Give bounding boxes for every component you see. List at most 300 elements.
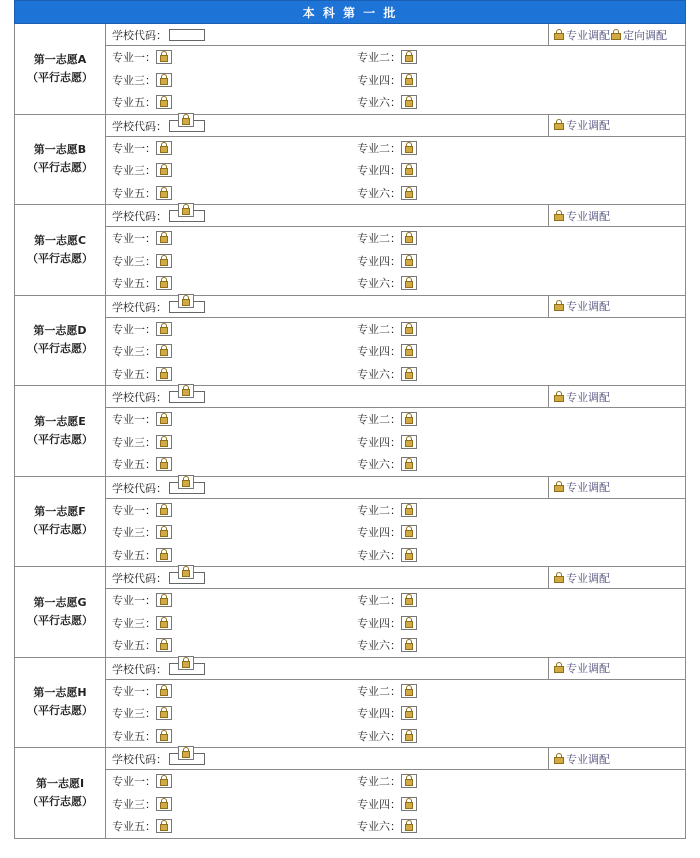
group-content (106, 24, 685, 114)
school-code-label: 学校代码： (112, 210, 167, 223)
major-field (357, 705, 417, 721)
group-title: 第一志愿I (35, 776, 85, 790)
major-row (106, 408, 685, 431)
group-subtitle: （平行志愿） (27, 161, 93, 175)
major-input[interactable] (156, 706, 172, 720)
group-content (106, 296, 685, 386)
major-field (112, 321, 172, 337)
major-row (106, 702, 685, 725)
school-code-input[interactable] (169, 210, 205, 222)
major-input[interactable] (401, 276, 417, 290)
major-row (106, 544, 685, 567)
adjust-options (548, 567, 610, 588)
major-label: 专业一： (112, 322, 156, 336)
major-label: 专业六： (357, 367, 401, 381)
major-label: 专业五： (112, 458, 156, 472)
group-label (15, 296, 106, 386)
major-adjust-option[interactable] (553, 208, 610, 224)
major-field (112, 796, 172, 812)
major-input[interactable] (156, 322, 172, 336)
major-label: 专业一： (112, 684, 156, 698)
major-input[interactable] (156, 593, 172, 607)
lock-icon (553, 391, 565, 403)
major-field (112, 615, 172, 631)
school-code-input[interactable] (169, 663, 205, 675)
major-label: 专业六： (357, 548, 401, 562)
major-label: 专业二： (357, 503, 401, 517)
major-field (357, 321, 417, 337)
school-code-row (106, 748, 685, 770)
major-row (106, 793, 685, 816)
school-code-input[interactable] (169, 572, 205, 584)
major-input[interactable] (401, 141, 417, 155)
major-input[interactable] (156, 231, 172, 245)
major-input[interactable] (401, 797, 417, 811)
volunteer-group (14, 386, 686, 477)
major-label: 专业四： (357, 73, 401, 87)
school-code-label: 学校代码： (112, 119, 167, 133)
group-title: 第一志愿H (33, 686, 87, 700)
major-label: 专业五： (112, 186, 156, 200)
major-field (357, 72, 417, 88)
major-input[interactable] (401, 819, 417, 833)
major-row (106, 725, 685, 748)
school-code-row (106, 658, 685, 680)
lock-icon (553, 662, 565, 674)
school-code-input[interactable] (169, 391, 205, 403)
lock-icon (178, 565, 194, 579)
group-title: 第一志愿G (33, 595, 87, 609)
volunteer-form (14, 0, 686, 839)
major-input[interactable] (156, 503, 172, 517)
major-label: 专业三： (112, 254, 156, 268)
major-adjust-option[interactable] (553, 27, 610, 43)
school-code-input[interactable] (169, 753, 205, 765)
major-row (106, 634, 685, 657)
major-field (112, 705, 172, 721)
major-label: 专业四： (357, 345, 401, 359)
major-input[interactable] (401, 706, 417, 720)
major-input[interactable] (156, 548, 172, 562)
major-field (112, 162, 172, 178)
lock-icon (553, 572, 565, 584)
major-field (357, 253, 417, 269)
major-input[interactable] (156, 435, 172, 449)
major-label: 专业六： (357, 820, 401, 834)
major-label: 专业三： (112, 73, 156, 87)
major-label: 专业五： (112, 96, 156, 110)
group-content (106, 658, 685, 748)
major-input[interactable] (401, 367, 417, 381)
major-adjust-option[interactable] (553, 660, 610, 676)
adjust-options (548, 477, 610, 498)
major-input[interactable] (401, 254, 417, 268)
major-adjust-option[interactable] (553, 117, 610, 133)
major-label: 专业一： (112, 503, 156, 517)
major-row (106, 589, 685, 612)
major-field (357, 637, 417, 653)
school-code-input[interactable] (169, 301, 205, 313)
major-label: 专业二： (357, 775, 401, 789)
major-label: 专业一： (112, 775, 156, 789)
volunteer-group (14, 567, 686, 658)
major-row (106, 137, 685, 160)
major-row (106, 340, 685, 363)
group-label (15, 205, 106, 295)
major-field (112, 818, 172, 834)
adjust-options (548, 748, 610, 769)
major-field (357, 615, 417, 631)
major-field (112, 637, 172, 653)
lock-icon (178, 203, 194, 217)
major-field (112, 524, 172, 540)
major-row (106, 612, 685, 635)
major-row (106, 91, 685, 114)
major-label: 专业二： (357, 594, 401, 608)
group-title: 第一志愿F (34, 505, 86, 519)
form-header (14, 0, 686, 24)
major-field (112, 185, 172, 201)
major-field (357, 434, 417, 450)
lock-icon (553, 753, 565, 765)
major-row (106, 182, 685, 205)
school-code-label: 学校代码： (112, 29, 167, 42)
group-content (106, 748, 685, 838)
major-field (112, 592, 172, 608)
major-field (357, 162, 417, 178)
major-row (106, 453, 685, 476)
major-field (112, 275, 172, 291)
school-code-label: 学校代码： (112, 572, 167, 585)
adjust-options (548, 296, 610, 317)
school-code-row (106, 477, 685, 499)
major-input[interactable] (156, 774, 172, 788)
major-adjust-option[interactable] (553, 479, 610, 495)
major-input[interactable] (156, 819, 172, 833)
major-label: 专业六： (357, 639, 401, 653)
major-row (106, 159, 685, 182)
lock-icon (553, 119, 565, 131)
major-label: 专业一： (112, 413, 156, 427)
major-input[interactable] (156, 367, 172, 381)
major-input[interactable] (156, 141, 172, 155)
school-code-label: 学校代码： (112, 391, 167, 404)
major-row (106, 318, 685, 341)
major-adjust-option[interactable] (553, 570, 610, 586)
major-field (112, 253, 172, 269)
major-label: 专业三： (112, 435, 156, 449)
major-input[interactable] (401, 435, 417, 449)
major-label: 专业五： (112, 548, 156, 562)
volunteer-group (14, 205, 686, 296)
major-label: 专业六： (357, 186, 401, 200)
major-input[interactable] (401, 344, 417, 358)
major-field (357, 230, 417, 246)
major-label: 专业三： (112, 797, 156, 811)
major-field (112, 49, 172, 65)
major-label: 专业二： (357, 141, 401, 155)
major-adjust-label: 专业调配 (566, 752, 610, 766)
major-input[interactable] (401, 163, 417, 177)
group-content (106, 477, 685, 567)
major-input[interactable] (156, 729, 172, 743)
major-row (106, 770, 685, 793)
major-field (112, 547, 172, 563)
major-label: 专业一： (112, 141, 156, 155)
group-subtitle: （平行志愿） (27, 251, 93, 265)
major-field (357, 728, 417, 744)
major-input[interactable] (156, 186, 172, 200)
school-code-label: 学校代码： (112, 300, 167, 314)
group-content (106, 567, 685, 657)
group-subtitle: （平行志愿） (27, 613, 93, 627)
major-label: 专业二： (357, 322, 401, 336)
major-row (106, 363, 685, 386)
major-input[interactable] (401, 73, 417, 87)
major-label: 专业三： (112, 616, 156, 630)
major-label: 专业六： (357, 277, 401, 291)
major-field (112, 411, 172, 427)
school-code-input[interactable] (169, 29, 205, 41)
lock-icon (610, 29, 622, 41)
major-input[interactable] (156, 95, 172, 109)
lock-icon (553, 481, 565, 493)
major-label: 专业六： (357, 96, 401, 110)
volunteer-group (14, 748, 686, 839)
major-field (112, 140, 172, 156)
major-input[interactable] (156, 163, 172, 177)
major-label: 专业二： (357, 51, 401, 65)
group-title: 第一志愿A (33, 52, 87, 66)
adjust-options (548, 386, 610, 407)
major-input[interactable] (401, 412, 417, 426)
major-row (106, 431, 685, 454)
major-label: 专业二： (357, 413, 401, 427)
school-code-label: 学校代码： (112, 753, 167, 766)
major-label: 专业一： (112, 594, 156, 608)
adjust-options (548, 24, 667, 45)
major-input[interactable] (401, 503, 417, 517)
major-adjust-option[interactable] (553, 298, 610, 314)
major-row (106, 272, 685, 295)
major-row (106, 499, 685, 522)
group-label (15, 115, 106, 205)
major-label: 专业五： (112, 729, 156, 743)
major-field (112, 434, 172, 450)
major-row (106, 680, 685, 703)
major-label: 专业二： (357, 684, 401, 698)
major-adjust-label: 专业调配 (566, 300, 610, 313)
major-input[interactable] (401, 50, 417, 64)
group-content (106, 386, 685, 476)
group-subtitle: （平行志愿） (27, 523, 93, 537)
group-label (15, 24, 106, 114)
header-title: 本 科 第 一 批 (302, 6, 398, 20)
major-field (112, 94, 172, 110)
major-input[interactable] (156, 254, 172, 268)
major-label: 专业三： (112, 345, 156, 359)
lock-icon (178, 475, 194, 489)
major-adjust-label: 专业调配 (566, 209, 610, 223)
major-input[interactable] (156, 684, 172, 698)
major-label: 专业四： (357, 435, 401, 449)
major-input[interactable] (156, 638, 172, 652)
school-code-row (106, 296, 685, 318)
adjust-options (548, 205, 610, 226)
school-code-label: 学校代码： (112, 481, 167, 495)
volunteer-group (14, 658, 686, 749)
major-label: 专业四： (357, 797, 401, 811)
major-field (112, 502, 172, 518)
major-input[interactable] (401, 638, 417, 652)
major-field (357, 49, 417, 65)
school-code-row (106, 115, 685, 137)
group-title: 第一志愿B (33, 143, 87, 157)
major-adjust-label: 专业调配 (566, 390, 610, 404)
major-input[interactable] (401, 616, 417, 630)
directed-adjust-label: 定向调配 (623, 28, 667, 42)
group-subtitle: （平行志愿） (27, 432, 93, 446)
major-field (357, 818, 417, 834)
major-field (357, 547, 417, 563)
lock-icon (178, 384, 194, 398)
major-label: 专业三： (112, 707, 156, 721)
group-title: 第一志愿E (34, 414, 86, 428)
major-row (106, 69, 685, 92)
group-label (15, 748, 106, 838)
major-input[interactable] (156, 616, 172, 630)
major-input[interactable] (156, 525, 172, 539)
major-input[interactable] (156, 276, 172, 290)
group-label (15, 567, 106, 657)
major-label: 专业三： (112, 526, 156, 540)
major-label: 专业一： (112, 232, 156, 246)
major-field (357, 185, 417, 201)
major-row (106, 521, 685, 544)
major-field (357, 796, 417, 812)
school-code-input[interactable] (169, 120, 205, 132)
group-title: 第一志愿D (33, 324, 87, 338)
group-label (15, 658, 106, 748)
major-input[interactable] (401, 525, 417, 539)
major-field (357, 502, 417, 518)
major-field (357, 411, 417, 427)
major-input[interactable] (401, 774, 417, 788)
directed-adjust-option[interactable] (610, 27, 667, 43)
school-code-input[interactable] (169, 482, 205, 494)
group-label (15, 386, 106, 476)
major-input[interactable] (156, 344, 172, 358)
major-field (112, 366, 172, 382)
major-adjust-label: 专业调配 (566, 28, 610, 42)
school-code-label: 学校代码： (112, 662, 167, 676)
group-subtitle: （平行志愿） (27, 794, 93, 808)
major-input[interactable] (401, 729, 417, 743)
major-input[interactable] (401, 95, 417, 109)
group-content (106, 115, 685, 205)
lock-icon (178, 113, 194, 127)
major-label: 专业四： (357, 616, 401, 630)
group-content (106, 205, 685, 295)
major-adjust-option[interactable] (553, 751, 610, 767)
major-row (106, 46, 685, 69)
major-label: 专业六： (357, 729, 401, 743)
major-row (106, 815, 685, 838)
major-field (357, 94, 417, 110)
group-subtitle: （平行志愿） (27, 704, 93, 718)
volunteer-group (14, 296, 686, 387)
major-input[interactable] (401, 231, 417, 245)
group-subtitle: （平行志愿） (27, 70, 93, 84)
major-label: 专业一： (112, 51, 156, 65)
major-field (112, 728, 172, 744)
major-input[interactable] (401, 186, 417, 200)
major-field (357, 524, 417, 540)
major-field (112, 230, 172, 246)
school-code-row (106, 205, 685, 227)
lock-icon (553, 210, 565, 222)
major-label: 专业五： (112, 820, 156, 834)
major-field (357, 140, 417, 156)
adjust-options (548, 115, 610, 136)
major-input[interactable] (156, 412, 172, 426)
major-input[interactable] (156, 73, 172, 87)
school-code-row (106, 24, 685, 46)
major-field (357, 456, 417, 472)
major-row (106, 250, 685, 273)
major-field (112, 773, 172, 789)
major-label: 专业五： (112, 367, 156, 381)
major-input[interactable] (401, 322, 417, 336)
adjust-options (548, 658, 610, 679)
major-field (357, 366, 417, 382)
major-adjust-label: 专业调配 (566, 481, 610, 494)
lock-icon (178, 746, 194, 760)
major-label: 专业五： (112, 639, 156, 653)
school-code-row (106, 386, 685, 408)
volunteer-group (14, 115, 686, 206)
major-field (112, 343, 172, 359)
major-field (357, 683, 417, 699)
major-input[interactable] (156, 797, 172, 811)
major-field (112, 683, 172, 699)
lock-icon (178, 656, 194, 670)
major-field (357, 275, 417, 291)
volunteer-group (14, 24, 686, 115)
major-label: 专业四： (357, 707, 401, 721)
major-adjust-option[interactable] (553, 389, 610, 405)
major-label: 专业四： (357, 164, 401, 178)
major-field (112, 72, 172, 88)
major-label: 专业三： (112, 164, 156, 178)
major-input[interactable] (401, 548, 417, 562)
major-label: 专业四： (357, 526, 401, 540)
major-input[interactable] (156, 457, 172, 471)
major-adjust-label: 专业调配 (566, 119, 610, 132)
group-subtitle: （平行志愿） (27, 342, 93, 356)
major-field (357, 592, 417, 608)
major-input[interactable] (401, 457, 417, 471)
major-field (357, 343, 417, 359)
major-input[interactable] (156, 50, 172, 64)
major-label: 专业六： (357, 458, 401, 472)
major-input[interactable] (401, 684, 417, 698)
group-title: 第一志愿C (33, 233, 87, 247)
major-input[interactable] (401, 593, 417, 607)
lock-icon (553, 300, 565, 312)
lock-icon (553, 29, 565, 41)
lock-icon (178, 294, 194, 308)
